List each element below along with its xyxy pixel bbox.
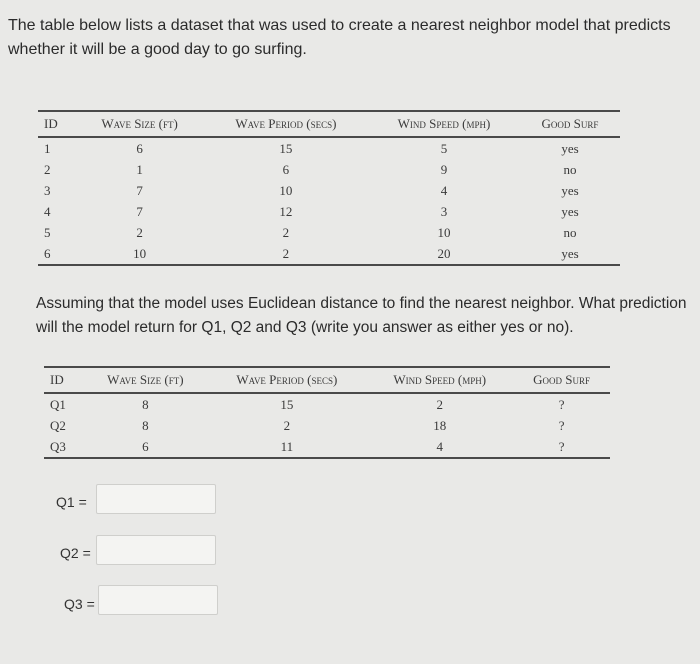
table-row <box>44 393 610 415</box>
query-table <box>44 366 610 459</box>
table-cell: 6 <box>83 436 207 458</box>
table-cell: yes <box>561 140 579 156</box>
table-cell: 2 <box>44 161 51 177</box>
table-cell: no <box>563 161 577 177</box>
table-cell: ? <box>558 417 565 433</box>
table-cell: yes <box>520 243 620 265</box>
table-cell: 8 <box>142 417 149 433</box>
col-good-surf: Good Surf <box>520 111 620 137</box>
table-cell: 4 <box>440 182 448 198</box>
q2-label: Q2 = <box>60 545 91 561</box>
table-row <box>38 222 620 243</box>
q3-answer-field[interactable] <box>98 585 218 615</box>
table-cell: Q2 <box>50 417 66 433</box>
table-cell: 3 <box>44 182 51 198</box>
table-cell: 6 <box>38 243 75 265</box>
table-cell: 10 <box>437 224 451 240</box>
table-cell: 10 <box>75 243 204 265</box>
table-cell: Q3 <box>44 436 83 458</box>
query-table-header <box>44 367 610 393</box>
table-cell: 4 <box>366 436 513 458</box>
table-cell: 9 <box>440 161 448 177</box>
table-cell: no <box>563 224 577 240</box>
col-wave-period: Wave Period (secs) <box>207 367 366 393</box>
table-cell: 10 <box>279 182 293 198</box>
table-cell: 8 <box>142 396 149 412</box>
table-cell: 2 <box>136 224 143 240</box>
q1-answer-field[interactable] <box>96 484 216 514</box>
col-wind-speed: Wind Speed (mph) <box>368 111 520 137</box>
table-cell: ? <box>558 396 565 412</box>
table-cell: 2 <box>282 224 290 240</box>
col-id: ID <box>38 111 75 137</box>
table-cell: 6 <box>136 140 143 156</box>
table-cell: 12 <box>279 203 293 219</box>
table-row <box>44 415 610 436</box>
table-row <box>38 243 620 265</box>
table-cell: 15 <box>280 396 294 412</box>
table-row <box>44 436 610 458</box>
training-table-header <box>38 111 620 137</box>
table-row <box>38 201 620 222</box>
table-cell: 2 <box>204 243 368 265</box>
table-row <box>38 137 620 159</box>
table-cell: 5 <box>440 140 448 156</box>
table-cell: 20 <box>368 243 520 265</box>
table-cell: 11 <box>207 436 366 458</box>
table-cell: 15 <box>279 140 293 156</box>
table-cell: 1 <box>44 140 51 156</box>
col-wave-size: Wave Size (ft) <box>83 367 207 393</box>
q2-answer-field[interactable] <box>96 535 216 565</box>
col-wind-speed: Wind Speed (mph) <box>366 367 513 393</box>
training-table <box>38 110 620 266</box>
table-cell: 2 <box>283 417 291 433</box>
q3-label: Q3 = <box>64 596 95 612</box>
table-cell: 6 <box>282 161 290 177</box>
col-id: ID <box>44 367 83 393</box>
intro-text: The table below lists a dataset that was used to create a nearest neighbor model that predicts whether it will be a good day to go surfing. <box>8 17 671 58</box>
col-good-surf: Good Surf <box>513 367 610 393</box>
table-cell: ? <box>513 436 610 458</box>
table-cell: yes <box>561 182 579 198</box>
table-cell: 2 <box>436 396 443 412</box>
table-cell: 1 <box>136 161 143 177</box>
q1-label: Q1 = <box>56 494 87 510</box>
table-cell: 4 <box>44 203 51 219</box>
table-cell: 5 <box>44 224 51 240</box>
table-cell: 7 <box>136 182 143 198</box>
table-row <box>38 180 620 201</box>
table-row <box>38 159 620 180</box>
table-cell: 3 <box>440 203 448 219</box>
table-cell: 18 <box>433 417 447 433</box>
table-cell: yes <box>561 203 579 219</box>
table-cell: 7 <box>136 203 143 219</box>
question-text: Assuming that the model uses Euclidean distance to find the nearest neighbor. What prediction will the model return for Q1, Q2 and Q3 (write you answer as either yes or no). <box>36 295 687 336</box>
table-cell: Q1 <box>50 396 66 412</box>
col-wave-period: Wave Period (secs) <box>204 111 368 137</box>
col-wave-size: Wave Size (ft) <box>75 111 204 137</box>
